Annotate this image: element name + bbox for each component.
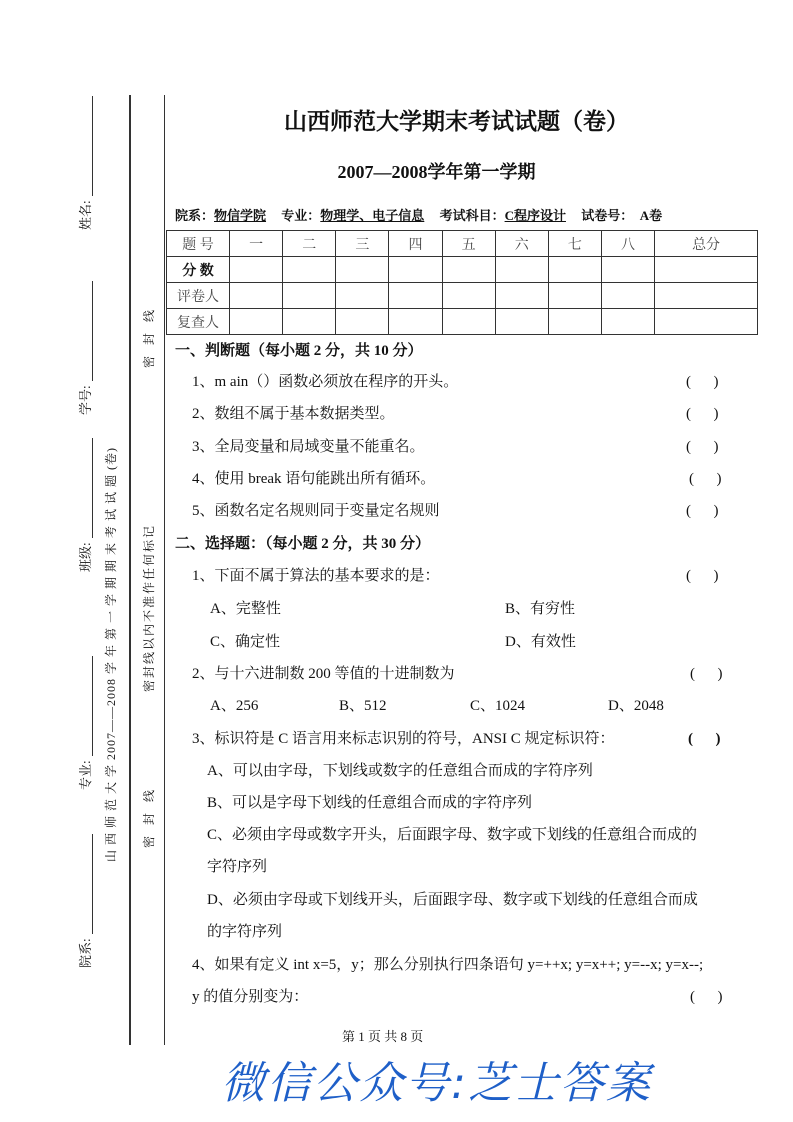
major-value: 物理学、电子信息 (320, 208, 425, 223)
option: A、完整性 (210, 601, 281, 617)
page-footer: 第 1 页 共 8 页 (342, 1029, 424, 1044)
answer-blank[interactable]: ( ) (688, 731, 721, 747)
option: C、1024 (470, 698, 526, 714)
table-header: 总分 (655, 231, 758, 257)
dept-label: 院系： (175, 208, 215, 223)
table-header: 六 (495, 231, 548, 257)
question: 1、m ain（）函数必须放在程序的开头。 (192, 374, 459, 390)
side-major (78, 656, 93, 790)
option: A、256 (210, 698, 259, 714)
option: D、必须由字母或下划线开头，后面跟字母、数字或下划线的任意组合而成 (207, 892, 698, 908)
side-seal-bottom: 密 封 线 (142, 305, 156, 368)
option: A、可以由字母，下划线或数字的任意组合而成的字符序列 (207, 763, 593, 779)
option: B、可以是字母下划线的任意组合而成的字符序列 (207, 795, 533, 811)
row-label: 复查人 (167, 309, 230, 335)
side-major-label: 专业: (78, 760, 93, 790)
table-header: 四 (389, 231, 442, 257)
table-header: 题 号 (167, 231, 230, 257)
side-student-id-blank[interactable] (80, 281, 93, 381)
table-header-row (167, 231, 758, 257)
binding-line-outer (129, 95, 131, 1045)
subject-label: 考试科目： (439, 208, 505, 223)
side-dept-label: 院系: (78, 938, 93, 968)
watermark: 微信公众号:芝士答案 (221, 1058, 652, 1109)
side-student-id-label: 学号: (78, 385, 93, 415)
table-row (167, 257, 758, 283)
option: D、2048 (608, 698, 664, 714)
question: 3、全局变量和局域变量不能重名。 (192, 439, 425, 455)
side-class (78, 438, 93, 572)
side-class-label: 班级: (78, 542, 93, 572)
question: 4、使用 break 语句能跳出所有循环。 (192, 471, 436, 487)
answer-blank[interactable]: ( ) (686, 406, 719, 422)
question: y 的值分别变为： (192, 989, 309, 1005)
answer-blank[interactable]: ( ) (690, 666, 723, 682)
paper-label: 试卷号： (581, 208, 634, 223)
option: B、有穷性 (505, 601, 576, 617)
question: 3、标识符是 C 语言用来标志识别的符号，ANSI C 规定标识符： (192, 731, 615, 747)
option: C、必须由字母或数字开头，后面跟字母、数字或下划线的任意组合而成的 (207, 827, 698, 843)
row-label: 分 数 (167, 257, 230, 283)
section2-title: 二、选择题：（每小题 2 分，共 30 分） (175, 536, 431, 552)
page-subtitle: 2007—2008学年第一学期 (337, 162, 536, 182)
answer-blank[interactable]: ( ) (686, 374, 719, 390)
side-dept (78, 834, 93, 968)
option: 的字符序列 (207, 924, 283, 940)
answer-blank[interactable]: ( ) (690, 989, 723, 1005)
side-class-blank[interactable] (80, 438, 93, 538)
answer-blank[interactable]: ( ) (686, 503, 719, 519)
dept-value: 物信学院 (214, 208, 267, 223)
table-header: 五 (442, 231, 495, 257)
question: 4、如果有定义 int x=5，y；那么分别执行四条语句 y=++x; y=x++; y=--x; y=x--; (192, 957, 704, 973)
table-header: 八 (601, 231, 654, 257)
side-seal-top: 密 封 线 (142, 785, 156, 848)
score-table (166, 230, 758, 335)
table-header: 七 (548, 231, 601, 257)
answer-blank[interactable]: ( ) (686, 439, 719, 455)
answer-blank[interactable]: ( ) (686, 568, 719, 584)
row-label: 评卷人 (167, 283, 230, 309)
binding-line-inner (164, 95, 165, 1045)
paper-value: A卷 (639, 208, 663, 223)
option: B、512 (339, 698, 387, 714)
side-major-blank[interactable] (80, 656, 93, 756)
side-seal-middle: 密封线以内不准作任何标记 (142, 523, 156, 692)
major-label: 专业： (281, 208, 321, 223)
table-header: 一 (230, 231, 283, 257)
table-row (167, 309, 758, 335)
question: 2、数组不属于基本数据类型。 (192, 406, 395, 422)
table-header: 三 (336, 231, 389, 257)
answer-blank[interactable]: ( ) (689, 471, 722, 487)
side-student-id (78, 281, 93, 415)
question: 5、函数名定名规则同于变量定名规则 (192, 503, 440, 519)
side-name-label: 姓名: (78, 200, 93, 230)
page-title: 山西师范大学期末考试试题（卷） (284, 109, 629, 134)
option: C、确定性 (210, 634, 281, 650)
exam-info (175, 205, 662, 224)
subject-value: C程序设计 (504, 208, 566, 223)
side-dept-blank[interactable] (80, 834, 93, 934)
question: 2、与十六进制数 200 等值的十进制数为 (192, 666, 455, 682)
question: 1、下面不属于算法的基本要求的是： (192, 568, 440, 584)
table-row (167, 283, 758, 309)
table-header: 二 (283, 231, 336, 257)
option: D、有效性 (505, 634, 576, 650)
section1-title: 一、判断题（每小题 2 分，共 10 分） (175, 343, 423, 359)
option: 字符序列 (207, 859, 268, 875)
side-exam-title: 山 西 师 范 大 学 2007——2008 学 年 第 一 学 期 期 末 考 试 试 题 (卷) (104, 447, 118, 862)
